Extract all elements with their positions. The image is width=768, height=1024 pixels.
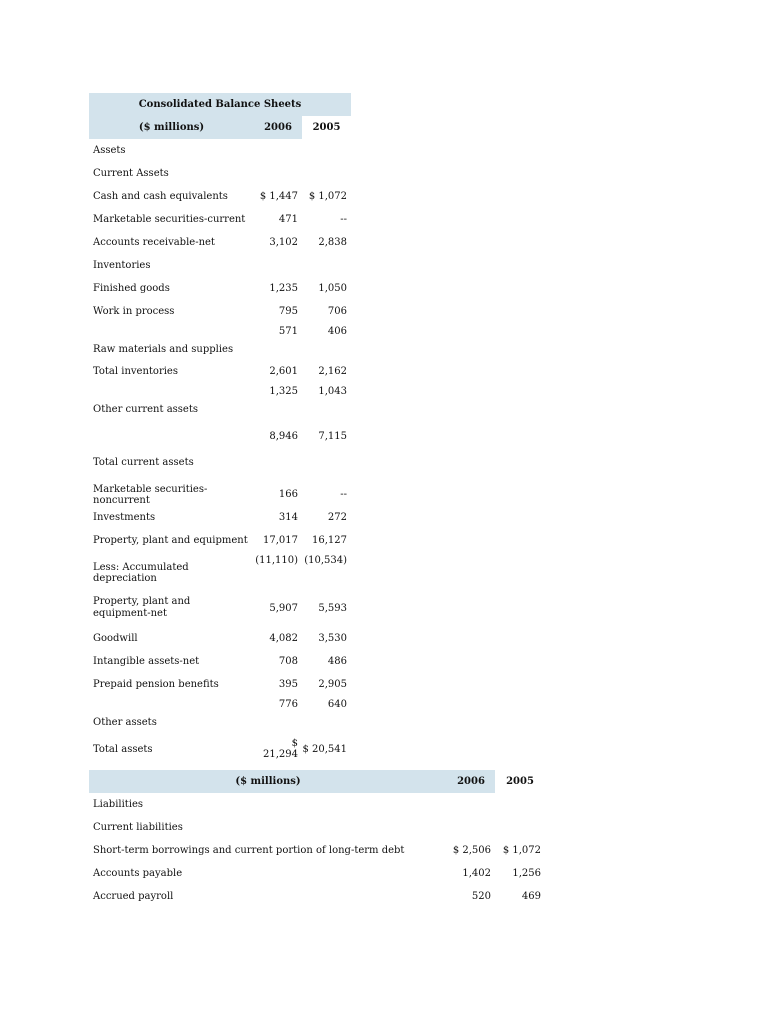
value-2005: 1,050: [318, 283, 347, 294]
value-2005: [495, 793, 545, 816]
value-2006: 571: [278, 326, 298, 337]
table-row: [89, 208, 351, 231]
value-2006: [254, 254, 302, 277]
row-label: Liabilities: [93, 799, 144, 810]
table-row: [89, 300, 351, 323]
table-row: [89, 673, 351, 696]
column-header-2005: 2005: [506, 776, 534, 787]
value-2005: 2,162: [318, 366, 347, 377]
value-2005: 706: [327, 306, 347, 317]
value-2006: 8,946: [269, 431, 298, 442]
row-label: Total assets: [93, 743, 153, 755]
value-2005: 469: [521, 891, 541, 902]
row-label: Other assets: [93, 717, 157, 728]
table-row: [89, 483, 351, 506]
row-label: Finished goods: [93, 283, 170, 294]
value-2006: $ 1,447: [259, 191, 298, 202]
unit-header: ($ millions): [89, 116, 254, 139]
value-2005: $ 20,541: [302, 743, 347, 755]
value-2006: [447, 816, 495, 839]
value-2005: [495, 816, 545, 839]
row-label: Accounts receivable-net: [93, 237, 215, 248]
column-header-row: [89, 770, 545, 793]
value-2006: $ 21,294: [263, 738, 298, 760]
value-2005: 16,127: [312, 535, 347, 546]
table-row: [89, 231, 351, 254]
row-label: Inventories: [93, 260, 151, 271]
table-row: [89, 139, 351, 162]
value-2006: 314: [278, 512, 298, 523]
value-2006: 1,402: [462, 868, 491, 879]
table-row: [89, 420, 351, 483]
value-2005: 406: [327, 326, 347, 337]
row-label: Accrued payroll: [93, 891, 174, 902]
table-row: [89, 885, 545, 908]
value-2005: [302, 162, 351, 185]
liabilities-table: [89, 770, 545, 908]
table-title: Consolidated Balance Sheets: [89, 93, 351, 116]
table-row: [89, 254, 351, 277]
table-row: [89, 277, 351, 300]
value-2005: (10,534): [304, 555, 347, 566]
row-label: Assets: [93, 145, 126, 156]
table-row: [89, 589, 351, 627]
row-label: Marketable securities-noncurrent: [93, 483, 208, 506]
table-row: [89, 506, 351, 529]
column-header-2006: 2006: [254, 116, 302, 139]
table-row: [89, 793, 545, 816]
row-label: Property, plant and equipment: [93, 535, 248, 546]
value-2005: 2,838: [318, 237, 347, 248]
table-row: [89, 323, 351, 360]
value-2006: 166: [278, 489, 298, 500]
value-2006: [254, 139, 302, 162]
table-row: [89, 529, 351, 552]
row-label: Total current assets: [93, 457, 194, 468]
value-2005: $ 1,072: [502, 845, 541, 856]
value-2005: 640: [327, 699, 347, 710]
row-label: Other current assets: [93, 404, 198, 415]
value-2006: 471: [278, 214, 298, 225]
value-2006: 3,102: [269, 237, 298, 248]
value-2005: --: [340, 214, 347, 225]
table-row: [89, 650, 351, 673]
row-label: Cash and cash equivalents: [93, 191, 228, 202]
table-row: [89, 383, 351, 420]
value-2006: 4,082: [269, 633, 298, 644]
value-2005: 3,530: [318, 633, 347, 644]
value-2005: 5,593: [318, 602, 347, 614]
row-label: Total inventories: [93, 366, 178, 377]
row-label: Raw materials and supplies: [93, 344, 234, 355]
column-header-2005: 2005: [312, 122, 341, 133]
value-2005: 2,905: [318, 679, 347, 690]
value-2006: 776: [278, 699, 298, 710]
row-label: Short-term borrowings and current portion of long-term debt: [93, 845, 405, 856]
table-row: [89, 862, 545, 885]
value-2006: (11,110): [255, 555, 298, 566]
value-2006: 17,017: [263, 535, 298, 546]
value-2006: 795: [278, 306, 298, 317]
table-row: [89, 360, 351, 383]
table-row: [89, 185, 351, 208]
row-label: Current Assets: [93, 168, 169, 179]
row-label: Less: Accumulated depreciation: [93, 562, 189, 584]
unit-header: ($ millions): [89, 770, 447, 793]
table-row: [89, 816, 545, 839]
total-assets-row: [89, 733, 351, 765]
value-2006: 708: [278, 656, 298, 667]
value-2005: 272: [327, 512, 347, 523]
value-2005: 486: [327, 656, 347, 667]
value-2005: 1,043: [318, 386, 347, 397]
row-label: Investments: [93, 512, 156, 523]
value-2005: 7,115: [318, 431, 347, 442]
table-row: [89, 839, 545, 862]
column-header-row: [89, 116, 351, 139]
value-2005: --: [340, 489, 347, 500]
value-2006: $ 2,506: [452, 845, 491, 856]
value-2005: [302, 139, 351, 162]
table-row: [89, 696, 351, 733]
table-row: [89, 162, 351, 185]
value-2005: $ 1,072: [308, 191, 347, 202]
row-label: Goodwill: [93, 633, 138, 644]
value-2006: [447, 793, 495, 816]
table-row: [89, 552, 351, 589]
row-label: Prepaid pension benefits: [93, 679, 219, 690]
row-label: Accounts payable: [93, 868, 183, 879]
value-2006: 1,325: [269, 386, 298, 397]
assets-balance-sheet-table: [89, 93, 351, 765]
value-2006: 395: [278, 679, 298, 690]
column-header-2006: 2006: [447, 770, 495, 793]
row-label: Marketable securities-current: [93, 214, 246, 225]
value-2006: 2,601: [269, 366, 298, 377]
table-title-row: [89, 93, 351, 116]
table-row: [89, 627, 351, 650]
row-label: Work in process: [93, 306, 175, 317]
value-2005: 1,256: [512, 868, 541, 879]
row-label: Current liabilities: [93, 822, 183, 833]
value-2006: [254, 162, 302, 185]
value-2006: 5,907: [269, 602, 298, 614]
row-label: Intangible assets-net: [93, 656, 200, 667]
row-label: Property, plant and equipment-net: [93, 596, 191, 619]
value-2005: [302, 254, 351, 277]
value-2006: 520: [471, 891, 491, 902]
value-2006: 1,235: [269, 283, 298, 294]
